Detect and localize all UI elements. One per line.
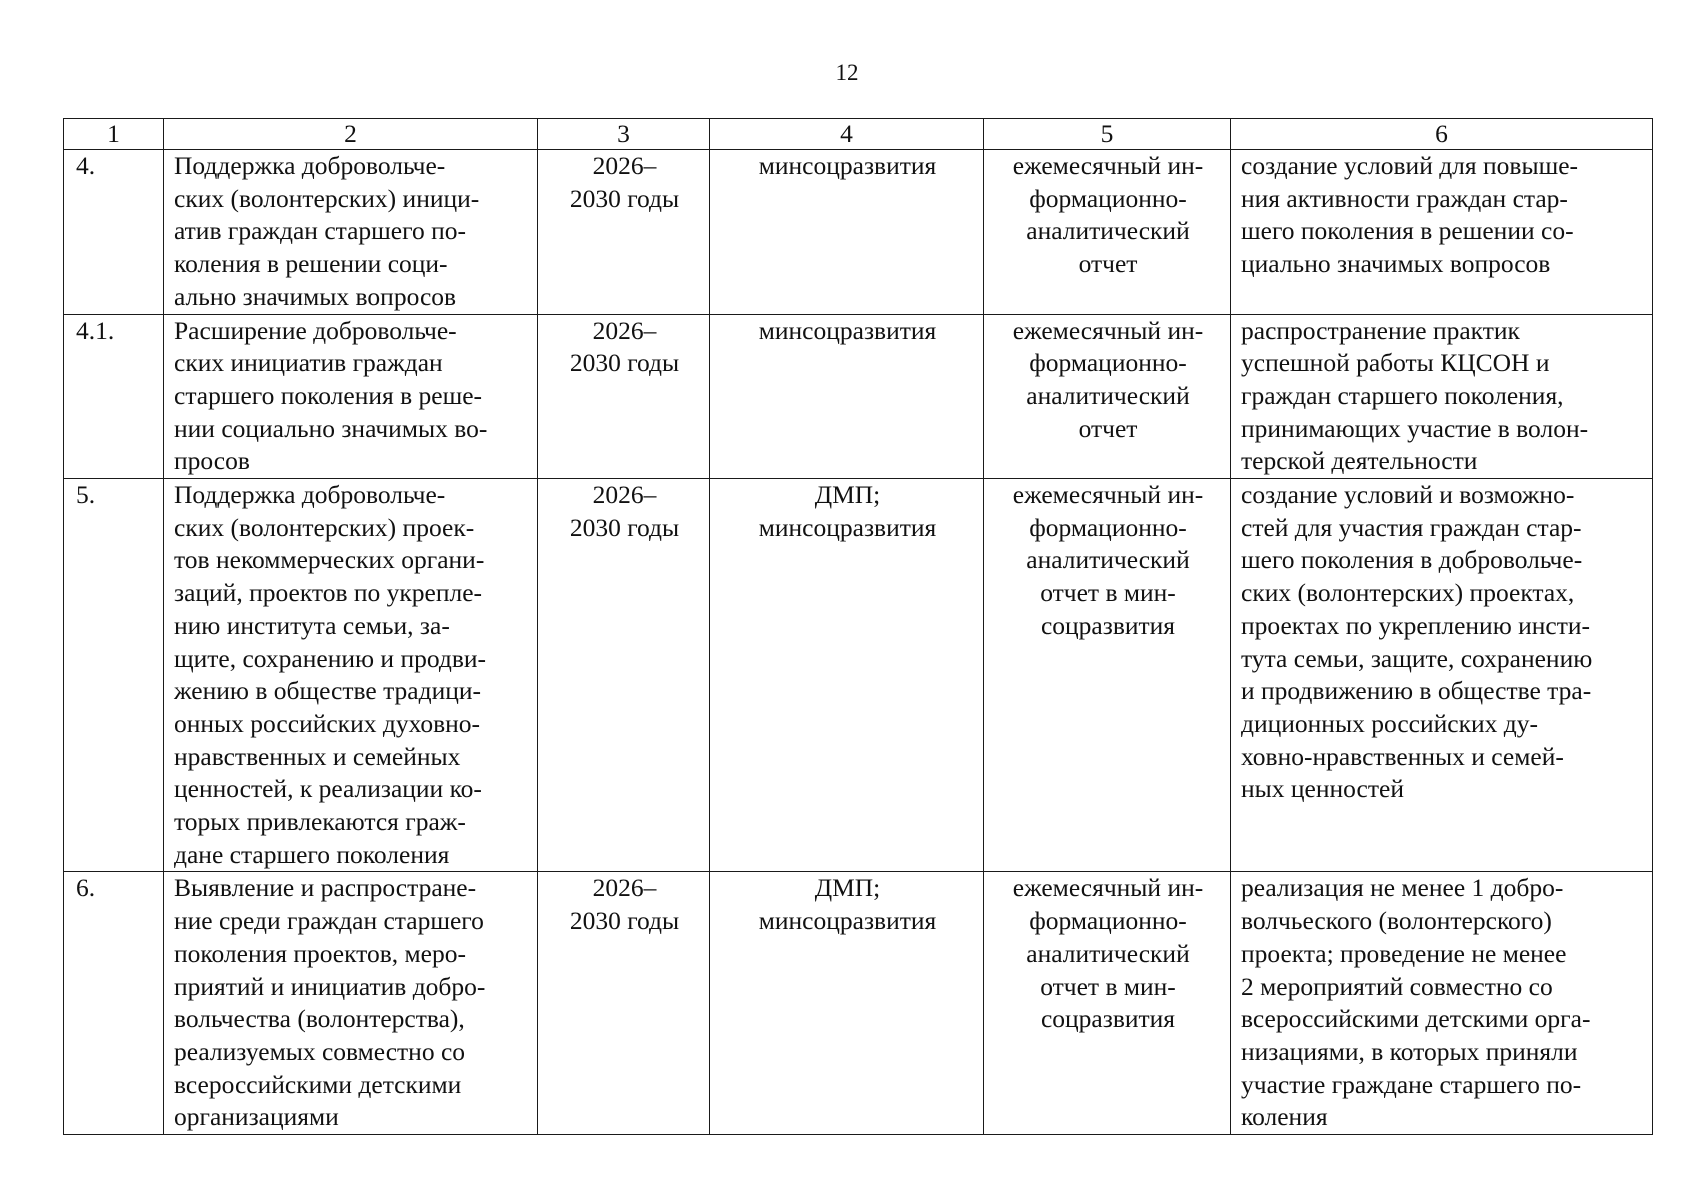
- cell-text-line: проектах по укреплению инсти-: [1241, 610, 1591, 640]
- cell-text-line: ДМП;: [814, 480, 881, 510]
- cell-text-line: принимающих участие в волон-: [1241, 413, 1589, 443]
- cell-text-line: стей для участия граждан стар-: [1241, 512, 1582, 542]
- cell-text-line: терской деятельности: [1241, 446, 1478, 476]
- cell-text-line: 2026–: [592, 873, 657, 903]
- cell-text-line: диционных российских ду-: [1241, 708, 1538, 738]
- cell-text-line: 2030 годы: [569, 183, 680, 213]
- cell-text-line: ния активности граждан стар-: [1241, 183, 1568, 213]
- column-header: 6: [1231, 119, 1653, 150]
- cell-text-line: соцразвития: [1040, 610, 1176, 640]
- cell-text-line: организациями: [174, 1102, 339, 1132]
- cell-text-line: формационно-: [1029, 906, 1187, 936]
- cell-text-line: отчет: [1078, 413, 1138, 443]
- cell-text-line: ценностей, к реализации ко-: [174, 774, 482, 804]
- cell-text-line: 2030 годы: [569, 512, 680, 542]
- cell-text-line: тов некоммерческих органи-: [174, 545, 485, 575]
- cell-text-line: Расширение добровольче-: [174, 315, 457, 345]
- cell-text-line: ежемесячный ин-: [1012, 151, 1204, 180]
- report-cell: [984, 479, 1231, 872]
- cell-text-line: аналитический: [1026, 545, 1190, 575]
- cell-text-line: тута семьи, защите, сохранению: [1241, 643, 1593, 673]
- cell-text-line: ных ценностей: [1241, 774, 1404, 804]
- result-cell: [1231, 872, 1653, 1135]
- cell-text-line: отчет: [1078, 249, 1138, 279]
- cell-text-line: ских инициатив граждан: [174, 348, 443, 378]
- cell-text-line: 2026–: [592, 480, 657, 510]
- cell-text-line: 2 мероприятий совместно со: [1241, 971, 1553, 1001]
- cell-text-line: Поддержка добровольче-: [174, 480, 446, 510]
- executor-cell: [710, 872, 984, 1135]
- period-cell: [538, 872, 710, 1135]
- cell-text-line: ских (волонтерских) проек-: [174, 512, 475, 542]
- cell-text-line: участие граждане старшего по-: [1241, 1069, 1582, 1099]
- period-cell: [538, 150, 710, 315]
- cell-text-line: просов: [174, 446, 250, 476]
- cell-text-line: онных российских духовно-: [174, 708, 481, 738]
- cell-text-line: коления: [1241, 1102, 1328, 1132]
- cell-text-line: минсоцразвития: [758, 315, 937, 345]
- table-row: [64, 314, 1653, 479]
- cell-text-line: проекта; проведение не менее: [1241, 938, 1567, 968]
- cell-text-line: всероссийскими детскими орга-: [1241, 1004, 1591, 1034]
- cell-text-line: граждан старшего поколения,: [1241, 380, 1564, 410]
- cell-text-line: ежемесячный ин-: [1012, 480, 1204, 510]
- column-header: 5: [984, 119, 1231, 150]
- cell-text-line: формационно-: [1029, 348, 1187, 378]
- cell-text-line: аналитический: [1026, 938, 1190, 968]
- table-header-row: [64, 119, 1653, 150]
- cell-text-line: реализация не менее 1 добро-: [1241, 873, 1564, 903]
- cell-text-line: заций, проектов по укрепле-: [174, 578, 483, 608]
- cell-text-line: отчет в мин-: [1040, 971, 1176, 1001]
- cell-text-line: приятий и инициатив добро-: [174, 971, 486, 1001]
- cell-text-line: и продвижению в обществе тра-: [1241, 676, 1592, 706]
- cell-text-line: создание условий для повыше-: [1241, 151, 1579, 180]
- cell-text-line: вольчества (волонтерства),: [174, 1004, 465, 1034]
- cell-text-line: 2026–: [592, 151, 657, 180]
- cell-text-line: ских (волонтерских) иници-: [174, 183, 480, 213]
- activity-cell: [164, 150, 538, 315]
- column-header: 3: [538, 119, 710, 150]
- executor-cell: [710, 150, 984, 315]
- table-row: [64, 150, 1653, 315]
- cell-text-line: ние среди граждан старшего: [174, 906, 484, 936]
- table-row: [64, 872, 1653, 1135]
- cell-text-line: 2030 годы: [569, 348, 680, 378]
- cell-text-line: нии социально значимых во-: [174, 413, 488, 443]
- cell-text-line: ально значимых вопросов: [174, 281, 457, 311]
- result-cell: [1231, 150, 1653, 315]
- cell-text-line: формационно-: [1029, 512, 1187, 542]
- executor-cell: [710, 479, 984, 872]
- cell-text-line: шего поколения в решении со-: [1241, 216, 1574, 246]
- cell-text-line: аналитический: [1026, 216, 1190, 246]
- column-header: 4: [710, 119, 984, 150]
- cell-text-line: соцразвития: [1040, 1004, 1176, 1034]
- cell-text-line: шего поколения в добровольче-: [1241, 545, 1583, 575]
- cell-text-line: минсоцразвития: [758, 151, 937, 180]
- cell-text-line: минсоцразвития: [758, 906, 937, 936]
- report-cell: [984, 314, 1231, 479]
- cell-text-line: торых привлекаются граж-: [174, 807, 466, 837]
- cell-text-line: всероссийскими детскими: [174, 1069, 462, 1099]
- column-header: 1: [64, 119, 164, 150]
- plan-table: [63, 118, 1653, 1135]
- row-number-cell: 5.: [64, 479, 164, 872]
- activity-cell: [164, 314, 538, 479]
- result-cell: [1231, 314, 1653, 479]
- activity-cell: [164, 479, 538, 872]
- executor-cell: [710, 314, 984, 479]
- cell-text-line: успешной работы КЦСОН и: [1241, 348, 1550, 378]
- cell-text-line: циально значимых вопросов: [1241, 249, 1551, 279]
- report-cell: [984, 872, 1231, 1135]
- cell-text-line: волчьеского (волонтерского): [1241, 906, 1552, 936]
- cell-text-line: Поддержка добровольче-: [174, 151, 446, 180]
- cell-text-line: ских (волонтерских) проектах,: [1241, 578, 1575, 608]
- row-number-cell: 4.1.: [64, 314, 164, 479]
- row-number-cell: 4.: [64, 150, 164, 315]
- period-cell: [538, 314, 710, 479]
- cell-text-line: распространение практик: [1241, 315, 1520, 345]
- period-cell: [538, 479, 710, 872]
- cell-text-line: формационно-: [1029, 183, 1187, 213]
- cell-text-line: нию института семьи, за-: [174, 610, 450, 640]
- cell-text-line: ховно-нравственных и семей-: [1241, 741, 1564, 771]
- cell-text-line: коления в решении соци-: [174, 249, 448, 279]
- cell-text-line: отчет в мин-: [1040, 578, 1176, 608]
- row-number-cell: 6.: [64, 872, 164, 1135]
- cell-text-line: поколения проектов, меро-: [174, 938, 466, 968]
- cell-text-line: ежемесячный ин-: [1012, 315, 1204, 345]
- cell-text-line: нравственных и семейных: [174, 741, 461, 771]
- cell-text-line: атив граждан старшего по-: [174, 216, 466, 246]
- activity-cell: [164, 872, 538, 1135]
- cell-text-line: жению в обществе традици-: [174, 676, 482, 706]
- cell-text-line: низациями, в которых приняли: [1241, 1036, 1578, 1066]
- column-header: 2: [164, 119, 538, 150]
- cell-text-line: дане старшего поколения: [174, 839, 450, 869]
- cell-text-line: минсоцразвития: [758, 512, 937, 542]
- cell-text-line: щите, сохранению и продви-: [174, 643, 487, 673]
- cell-text-line: старшего поколения в реше-: [174, 380, 483, 410]
- cell-text-line: реализуемых совместно со: [174, 1036, 466, 1066]
- page-number: 12: [835, 60, 859, 85]
- result-cell: [1231, 479, 1653, 872]
- report-cell: [984, 150, 1231, 315]
- cell-text-line: 2026–: [592, 315, 657, 345]
- cell-text-line: аналитический: [1026, 380, 1190, 410]
- cell-text-line: Выявление и распростране-: [174, 873, 477, 903]
- table-row: [64, 479, 1653, 872]
- cell-text-line: 2030 годы: [569, 906, 680, 936]
- cell-text-line: ДМП;: [814, 873, 881, 903]
- cell-text-line: создание условий и возможно-: [1241, 480, 1575, 510]
- cell-text-line: ежемесячный ин-: [1012, 873, 1204, 903]
